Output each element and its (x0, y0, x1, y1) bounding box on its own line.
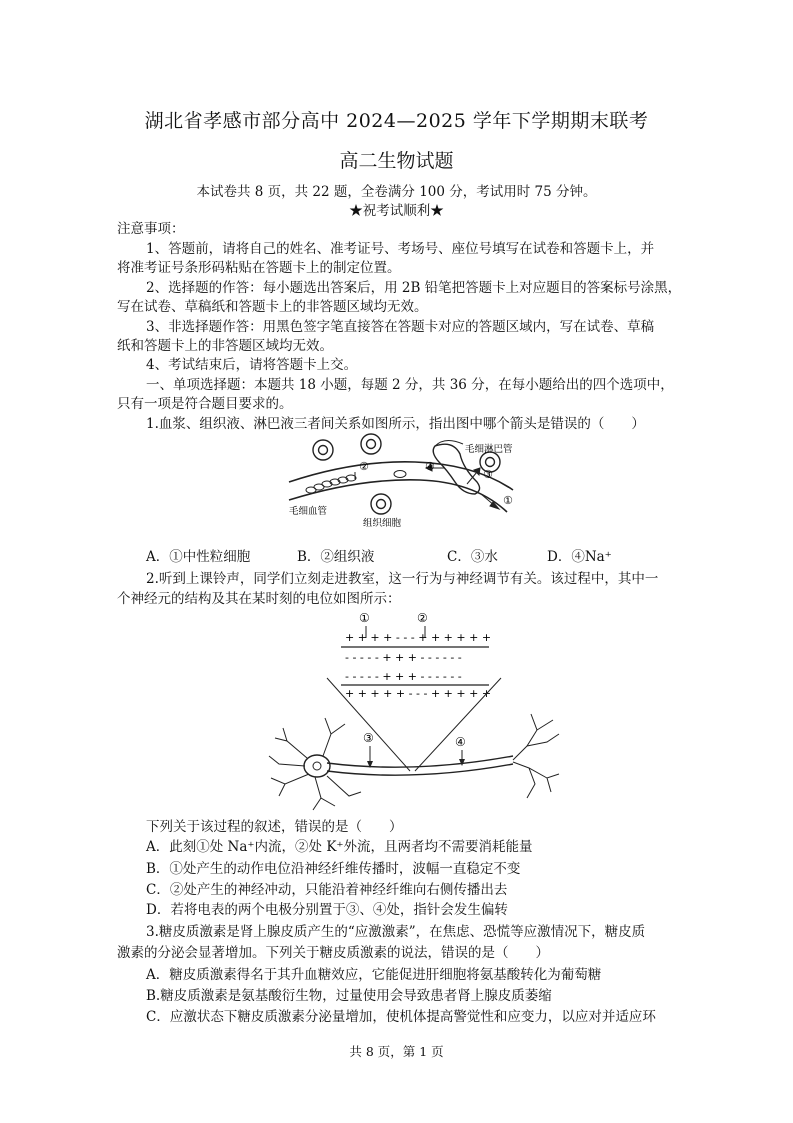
note-line: 写在试卷、草稿纸和答题卡上的非答题区域均无效。 (117, 299, 428, 315)
note-line: 2、选择题的作答：每小题选出答案后，用 2B 铅笔把答题卡上对应题目的答案标号涂黑， (146, 280, 682, 296)
q2-option-d: D．若将电表的两个电极分别置于③、④处，指针会发生偏转 (146, 902, 508, 918)
section-heading-cont: 只有一项是符合题目要求的。 (117, 396, 293, 412)
q1-stem: 1.血浆、组织液、淋巴液三者间关系如图所示，指出图中哪个箭头是错误的（ ） (146, 416, 645, 432)
potential-row-3: - - - - - + + + - - - - - - (345, 670, 462, 683)
q1-option-d: D．④Na⁺ (547, 549, 612, 565)
q2-prompt: 下列关于该过程的叙述，错误的是（ ） (146, 819, 403, 835)
q2-marker-3: ③ (363, 731, 374, 745)
blood-capillary-label: 毛细血管 (289, 506, 328, 517)
tissue-cell-label: 组织细胞 (363, 518, 402, 529)
q2-marker-4: ④ (455, 735, 466, 749)
q1-marker-1: ① (503, 494, 513, 507)
q1-marker-2: ② (359, 460, 369, 473)
exam-subtitle: 高二生物试题 (339, 150, 454, 172)
lymph-capillary-label: 毛细淋巴管 (465, 444, 513, 455)
exam-title: 湖北省孝感市部分高中 2024—2025 学年下学期期末联考 (144, 110, 649, 132)
q3-option-b: B.糖皮质激素是氨基酸衍生物，过量使用会导致患者肾上腺皮质萎缩 (146, 988, 552, 1004)
q3-option-c: C．应激状态下糖皮质激素分泌量增加，使机体提高警觉性和应变力，以应对并适应环 (146, 1009, 656, 1025)
q2-figure (265, 606, 565, 812)
potential-row-2: - - - - - + + + - - - - - - (345, 651, 462, 664)
q2-option-b: B．①处产生的动作电位沿神经纤维传播时，波幅一直稳定不变 (146, 861, 521, 877)
q2-option-c: C．②处产生的神经冲动，只能沿着神经纤维向右侧传播出去 (146, 882, 508, 898)
note-line: 3、非选择题作答：用黑色签字笔直接答在答题卡对应的答题区域内，写在试卷、草稿 (146, 319, 655, 335)
q1-option-a: A．①中性粒细胞 (146, 549, 251, 565)
q3-option-a: A．糖皮质激素得名于其升血糖效应，它能促进肝细胞将氨基酸转化为葡萄糖 (146, 967, 602, 983)
q1-marker-4: ④ (425, 460, 435, 473)
q3-stem: 3.糖皮质激素是肾上腺皮质产生的“应激激素”，在焦虑、恐慌等应激情况下，糖皮质 (146, 924, 646, 940)
q2-marker-1: ① (359, 611, 370, 625)
q1-marker-3: ③ (483, 468, 493, 481)
potential-row-1: + + + + - - - + + + + + + (345, 631, 492, 644)
q1-figure (285, 432, 525, 532)
section-heading: 一、单项选择题：本题共 18 小题，每题 2 分，共 36 分，在每小题给出的四个选项中， (146, 377, 674, 393)
notes-heading: 注意事项： (117, 221, 185, 237)
note-line: 将准考证号条形码粘贴在答题卡上的制定位置。 (117, 260, 401, 276)
exam-wish: ★祝考试顺利★ (349, 203, 444, 219)
note-line: 4、考试结束后，请将答题卡上交。 (146, 357, 358, 373)
q2-stem-cont: 个神经元的结构及其在某时刻的电位如图所示： (117, 591, 401, 607)
q2-marker-2: ② (417, 611, 428, 625)
note-line: 纸和答题卡上的非答题区域均无效。 (117, 338, 333, 354)
q1-option-b: B．②组织液 (297, 549, 375, 565)
page-footer: 共 8 页，第 1 页 (349, 1044, 444, 1059)
exam-info: 本试卷共 8 页，共 22 题，全卷满分 100 分，考试用时 75 分钟。 (196, 184, 597, 200)
q2-option-a: A．此刻①处 Na⁺内流，②处 K⁺外流，且两者均不需要消耗能量 (146, 839, 533, 855)
q1-option-c: C．③水 (447, 549, 498, 565)
potential-row-4: + + + + + - - - + + + + + (345, 687, 492, 700)
note-line: 1、答题前，请将自己的姓名、准考证号、考场号、座位号填写在试卷和答题卡上，并 (146, 241, 655, 257)
q2-stem: 2.听到上课铃声，同学们立刻走进教室，这一行为与神经调节有关。该过程中，其中一 (146, 571, 659, 587)
q3-stem-cont: 激素的分泌会显著增加。下列关于糖皮质激素的说法，错误的是（ ） (117, 945, 549, 961)
